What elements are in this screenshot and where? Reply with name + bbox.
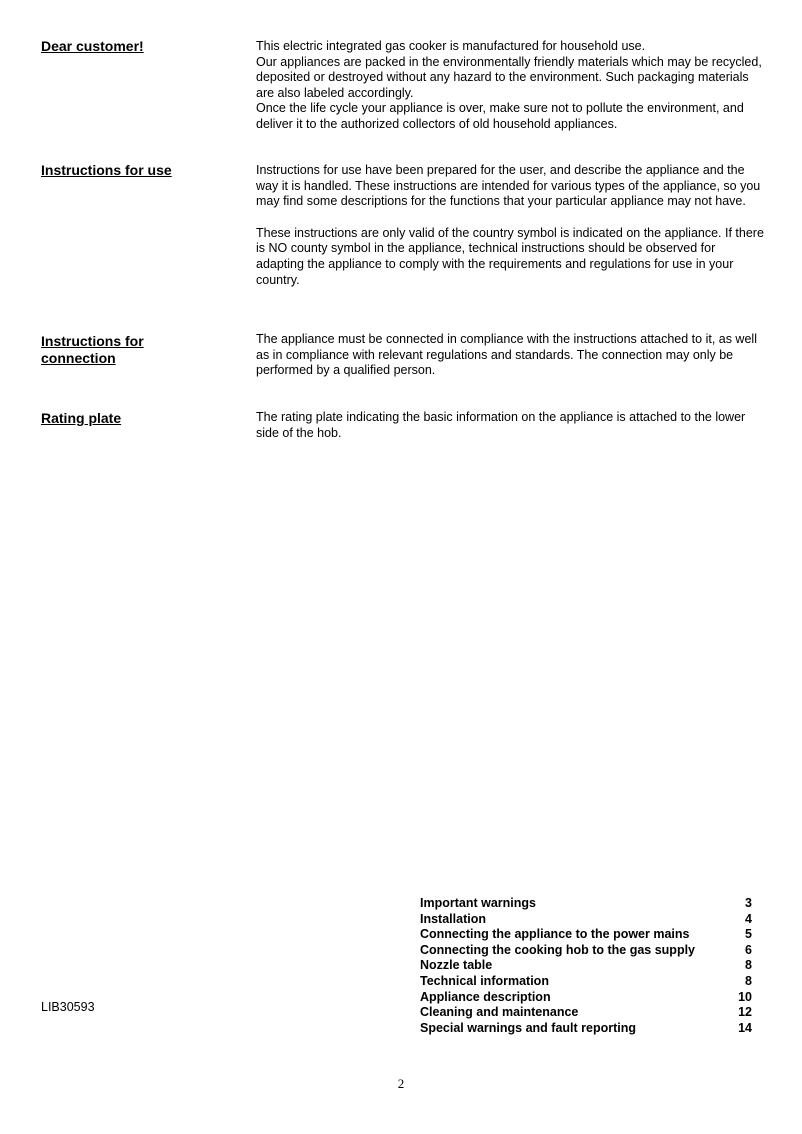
toc-row (420, 896, 752, 912)
section-body-rating-plate (256, 410, 766, 441)
toc-title: Nozzle table (420, 958, 493, 973)
paragraph: The appliance must be connected in compliance with the instructions attached to it, as well as in compliance with relevant regulations and standards. The connection may only be performed by a qualified person. (256, 332, 757, 378)
toc-page: 3 (745, 896, 752, 910)
paragraph: This electric integrated gas cooker is manufactured for household use. (256, 39, 646, 53)
toc-title: Cleaning and maintenance (420, 1005, 579, 1020)
section-heading-instructions-for-connection: Instructions for connection (41, 333, 144, 366)
toc-row (420, 912, 752, 928)
toc-title: Technical information (420, 973, 549, 988)
section-heading-dear-customer: Dear customer! (41, 38, 144, 54)
section-body-instructions-for-use (256, 163, 766, 288)
paragraph: These instructions are only valid of the country symbol is indicated on the appliance. If there is NO county symbol in the appliance, technical instructions should be observed for adapting the appliance to comply with the requirements and regulations for use in your country. (256, 225, 764, 287)
table-of-contents (420, 896, 752, 1036)
toc-title: Appliance description (420, 989, 551, 1004)
toc-row (420, 943, 752, 959)
toc-title: Connecting the cooking hob to the gas supply (420, 942, 695, 957)
toc-row (420, 927, 752, 943)
section-body-instructions-for-connection (256, 332, 766, 379)
paragraph: Instructions for use have been prepared for the user, and describe the appliance and the way it is handled. These instructions are intended for various types of the appliance, so you may find some descriptions for the functions that your particular appliance may not have. (256, 163, 761, 209)
toc-page: 6 (745, 942, 752, 957)
paragraph: The rating plate indicating the basic information on the appliance is attached to the lower side of the hob. (256, 410, 746, 440)
toc-title: Important warnings (420, 896, 536, 910)
toc-row (420, 974, 752, 990)
toc-row (420, 990, 752, 1006)
page-number: 2 (397, 1076, 405, 1091)
toc-title: Special warnings and fault reporting (420, 1020, 637, 1035)
toc-title: Connecting the appliance to the power mains (420, 927, 690, 942)
toc-row (420, 1021, 752, 1037)
toc-title: Installation (420, 911, 486, 926)
section-heading-rating-plate: Rating plate (41, 410, 122, 426)
paragraph: Once the life cycle your appliance is over, make sure not to pollute the environment, and deliver it to the authorized collectors of old household appliances. (256, 101, 744, 131)
toc-row (420, 958, 752, 974)
toc-page: 5 (745, 927, 752, 942)
toc-page: 12 (738, 1005, 752, 1020)
section-heading-instructions-for-use: Instructions for use (41, 162, 172, 178)
toc-page: 8 (745, 973, 752, 988)
toc-page: 14 (738, 1020, 752, 1035)
toc-page: 8 (745, 958, 752, 973)
section-body-dear-customer (256, 39, 766, 133)
toc-page: 10 (738, 989, 752, 1004)
paragraph: Our appliances are packed in the environmentally friendly materials which may be recycled, deposited or destroyed without any hazard to the environment. Such packaging materials are also labeled accordingly. (256, 54, 762, 100)
toc-row (420, 1005, 752, 1021)
document-code: LIB30593 (41, 1000, 95, 1014)
toc-page: 4 (745, 911, 752, 926)
